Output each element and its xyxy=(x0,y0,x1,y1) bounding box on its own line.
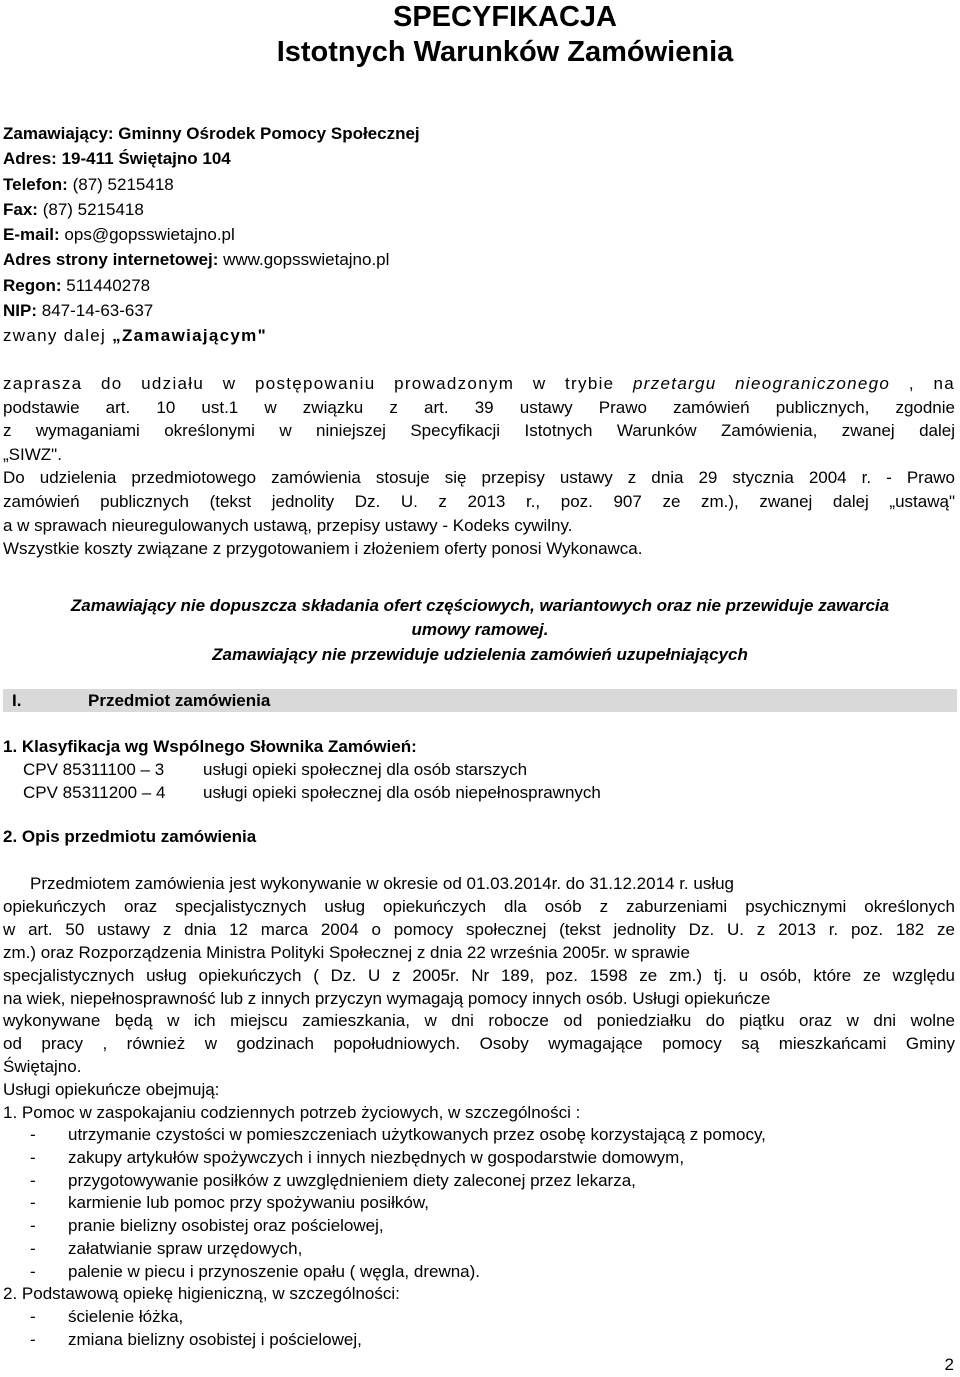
contracting-authority-value: Gminny Ośrodek Pomocy Społecznej xyxy=(118,124,420,143)
list-item: - utrzymanie czystości w pomieszczeniach użytkowanych przez osobę korzystającą z pomocy, xyxy=(30,1125,766,1144)
phone-value: (87) 5215418 xyxy=(72,175,174,194)
list-item: - zmiana bielizny osobistej i pościelowej, xyxy=(30,1330,362,1349)
cpv-code-1: CPV 85311100 – 3 xyxy=(23,760,165,779)
phone-label: Telefon: xyxy=(3,175,68,194)
notice-line-1: Zamawiający nie dopuszcza składania ofert częściowych, wariantowych oraz nie przewiduje zawarcia xyxy=(70,596,890,615)
list-item: - ścielenie łóżka, xyxy=(30,1307,184,1326)
intro-line-8: Wszystkie koszty związane z przygotowaniem i złożeniem oferty ponosi Wykonawca. xyxy=(3,539,643,559)
list-item: - przygotowywanie posiłków z uwzględnieniem diety zaleconej przez lekarza, xyxy=(30,1171,636,1190)
regon-label: Regon: xyxy=(3,276,62,295)
description-line-4: zm.) oraz Rozporządzenia Ministra Polityki Społecznej z dnia 22 września 2005r. w sprawie xyxy=(3,942,690,962)
contracting-authority-label: Zamawiający: xyxy=(3,124,114,143)
description-line-10: Usługi opiekuńcze obejmują: xyxy=(3,1080,220,1100)
intro-line-2: podstawie art. 10 ust.1 w związku z art. 39 ustawy Prawo zamówień publicznych, zgodnie xyxy=(3,397,955,417)
referred-as-name: „Zamawiającym" xyxy=(112,326,267,345)
procedure-type: przetargu nieograniczonego xyxy=(633,374,891,393)
address-label: Adres: xyxy=(3,149,57,168)
website-label: Adres strony internetowej: xyxy=(3,250,219,269)
description-line-9: Świętajno. xyxy=(3,1057,82,1077)
email-link[interactable]: ops@gopsswietajno.pl xyxy=(64,225,235,244)
cpv-heading: 1. Klasyfikacja wg Wspólnego Słownika Zamówień: xyxy=(3,737,417,756)
cpv-desc-2: usługi opieki społecznej dla osób niepełnosprawnych xyxy=(203,783,601,802)
regon xyxy=(3,276,150,296)
description-item-1: 1. Pomoc w zaspokajaniu codziennych potrzeb życiowych, w szczególności : xyxy=(3,1103,581,1123)
cpv-code-2: CPV 85311200 – 4 xyxy=(23,783,166,802)
intro-paragraph xyxy=(3,372,955,561)
notice-line-3: Zamawiający nie przewiduje udzielenia zamówień uzupełniających xyxy=(212,645,748,664)
intro-line-6: zamówień publicznych (tekst jednolity Dz. U. z 2013 r., poz. 907 ze zm.), zwanej dalej „ustawą" xyxy=(3,491,955,511)
description-line-8: od pracy , również w godzinach popołudniowych. Osoby wymagające pomocy są mieszkańcami Gminy xyxy=(3,1034,955,1054)
website xyxy=(3,250,389,270)
fax-label: Fax: xyxy=(3,200,38,219)
description-line-1: Przedmiotem zamówienia jest wykonywanie w okresie od 01.03.2014r. do 31.12.2014 r. usług xyxy=(30,874,735,893)
page-number: 2 xyxy=(944,1355,954,1374)
section-number: I. xyxy=(12,691,22,710)
email-label: E-mail: xyxy=(3,225,60,244)
website-link[interactable]: www.gopsswietajno.pl xyxy=(223,250,390,269)
section-heading-bar xyxy=(3,689,957,712)
description-line-6: na wiek, niepełnosprawność lub z innych przyczyn wymagają pomocy innych osób. Usługi opiekuńcze xyxy=(3,988,771,1008)
address-value: 19-411 Świętajno 104 xyxy=(61,149,231,168)
list-item: - załatwianie spraw urzędowych, xyxy=(30,1239,303,1258)
list-item: - zakupy artykułów spożywczych i innych niezbędnych w gospodarstwie domowym, xyxy=(30,1148,685,1167)
description-paragraph xyxy=(3,873,955,1125)
intro-line-5: Do udzielenia przedmiotowego zamówienia stosuje się przepisy ustawy z dnia 29 stycznia 2004 r. - Prawo xyxy=(3,468,955,488)
intro-line-7: a w sprawach nieuregulowanych ustawą, przepisy ustawy - Kodeks cywilny. xyxy=(3,515,573,535)
description-heading: 2. Opis przedmiotu zamówienia xyxy=(3,827,257,846)
email xyxy=(3,225,235,245)
section-title: Przedmiot zamówienia xyxy=(88,691,271,710)
list-item: - palenie w piecu i przynoszenie opału ( węgla, drewna). xyxy=(30,1262,481,1281)
description-item-2: 2. Podstawową opiekę higieniczną, w szczególności: xyxy=(3,1284,400,1303)
referred-as-prefix: zwany dalej xyxy=(3,326,113,345)
description-line-2: opiekuńczych oraz specjalistycznych usług opiekuńczych dla osób z zaburzeniami psychicznymi określonych xyxy=(3,896,955,916)
document-title-line2: Istotnych Warunków Zamówienia xyxy=(276,36,734,68)
contracting-authority xyxy=(3,124,420,144)
regon-value: 511440278 xyxy=(66,276,151,295)
description-line-7: wykonywane będą w ich miejscu zamieszkania, w dni robocze od poniedziałku do piątku oraz w dni wolne xyxy=(3,1011,955,1031)
address xyxy=(3,149,231,169)
intro-line-4: „SIWZ". xyxy=(3,444,62,464)
description-line-3: w art. 50 ustawy z dnia 12 marca 2004 o pomocy społecznej (tekst jednolity Dz. U. z 2013 r. poz. 182 ze xyxy=(3,919,955,939)
document-title-line1: SPECYFIKACJA xyxy=(393,1,617,33)
intro-line-1: zaprasza do udziału w postępowaniu prowadzonym w trybie przetargu nieograniczonego , na xyxy=(3,374,955,393)
list-item: - pranie bielizny osobistej oraz pościelowej, xyxy=(30,1216,384,1235)
phone xyxy=(3,175,174,195)
nip-label: NIP: xyxy=(3,301,37,320)
nip-value: 847-14-63-637 xyxy=(41,301,154,320)
notice-line-2: umowy ramowej. xyxy=(411,620,549,639)
description-line-5: specjalistycznych usług opiekuńczych ( Dz. U z 2005r. Nr 189, poz. 1598 ze zm.) tj. u osób, które ze względu xyxy=(3,965,955,985)
fax-value: (87) 5215418 xyxy=(42,200,144,219)
list-item: - karmienie lub pomoc przy spożywaniu posiłków, xyxy=(30,1193,429,1212)
fax xyxy=(3,200,144,220)
intro-line-3: z wymaganiami określonymi w niniejszej Specyfikacji Istotnych Warunków Zamówienia, zwanej dalej xyxy=(3,421,955,441)
cpv-desc-1: usługi opieki społecznej dla osób starszych xyxy=(203,760,528,779)
referred-as xyxy=(3,326,267,346)
nip xyxy=(3,301,153,321)
